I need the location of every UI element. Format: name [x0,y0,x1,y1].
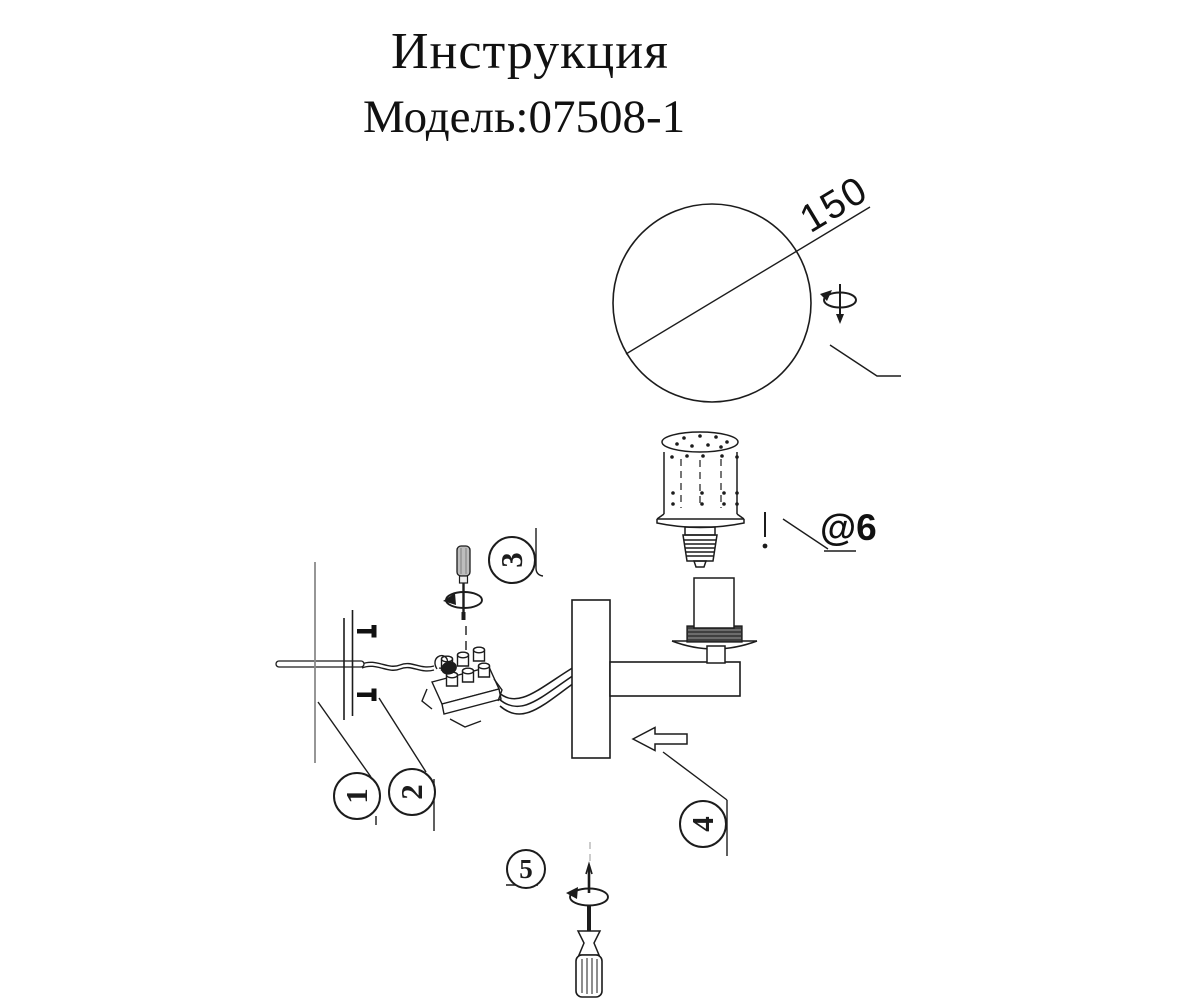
led-bulb-icon [657,432,744,567]
terminal-block [422,647,502,727]
step-1-number: 1 [339,788,374,804]
leader-step-3 [536,528,543,576]
fixture-wires [498,667,574,714]
bracket-arm [610,662,740,696]
step-1-badge [333,772,381,820]
step-4-badge [679,800,727,848]
page-title: Инструкция [391,23,669,80]
candle-sleeve [694,578,734,628]
rotate-cw-icon [820,284,856,324]
step-2-number: 2 [394,784,429,800]
step-5-number: 5 [519,853,533,884]
screwdriver-icon [576,864,602,997]
step-2-badge [388,768,436,816]
globe-leader-line [830,345,901,376]
rotate-cw-icon [566,887,608,906]
mains-cable [276,661,364,667]
lamp-socket [672,578,757,663]
diameter-dimension-label: 150 [792,167,876,242]
socket-size-label: @6 [820,507,877,548]
step-5-badge [506,849,546,889]
step-3-badge [488,536,536,584]
leader-step-4 [663,752,727,800]
supply-wires [362,662,434,671]
arrow-left-icon [633,728,687,751]
model-number: Модель:07508-1 [363,91,686,143]
step-4-number: 4 [685,816,720,832]
step-3-number: 3 [494,552,529,568]
axis-mark [763,512,768,548]
glass-globe-icon [613,204,870,402]
wall-plate [572,600,610,758]
leader-step-2 [379,698,426,772]
